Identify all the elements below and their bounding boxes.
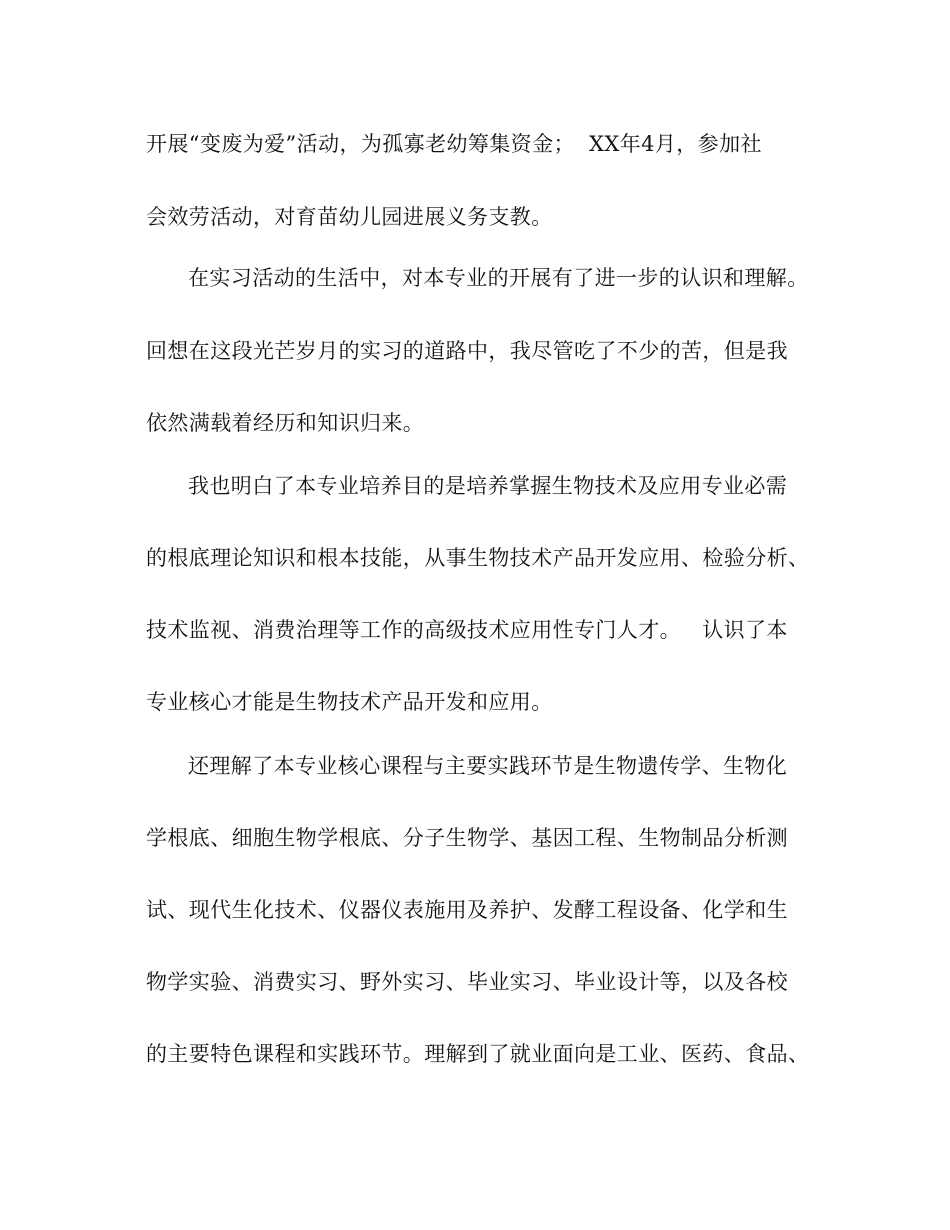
paragraph-2-line-2: 回想在这段光芒岁月的实习的道路中，我尽管吃了不少的苦，但是我 [146,339,788,363]
paragraph-4-line-4: 物学实验、消费实习、野外实习、毕业实习、毕业设计等，以及各校 [146,970,788,994]
paragraph-2-line-3: 依然满载着经历和知识归来。 [146,411,425,435]
paragraph-3-line-2: 的根底理论知识和根本技能，从事生物技术产品开发应用、检验分析、 [146,546,810,570]
paragraph-4-line-5: 的主要特色课程和实践环节。理解到了就业面向是工业、医药、食品、 [146,1042,810,1066]
text-line-2: 会效劳活动，对育苗幼儿园进展义务支教。 [146,205,553,229]
paragraph-2-line-1: 在实习活动的生活中，对本专业的开展有了进一步的认识和理解。 [188,266,809,290]
paragraph-4-line-3: 试、现代生化技术、仪器仪表施用及养护、发酵工程设备、化学和生 [146,898,788,922]
paragraph-4-line-1: 还理解了本专业核心课程与主要实践环节是生物遗传学、生物化 [188,754,788,778]
paragraph-3-line-4: 专业核心才能是生物技术产品开发和应用。 [146,690,553,714]
paragraph-3-line-1: 我也明白了本专业培养目的是培养掌握生物技术及应用专业必需 [188,474,788,498]
paragraph-4-line-2: 学根底、细胞生物学根底、分子生物学、基因工程、生物制品分析测 [146,826,788,850]
text-line-1: 开展“变废为爱”活动，为孤寡老幼筹集资金； XX年4月，参加社 [146,132,762,156]
paragraph-3-line-3: 技术监视、消费治理等工作的高级技术应用性专门人才。 认识了本 [146,618,788,642]
